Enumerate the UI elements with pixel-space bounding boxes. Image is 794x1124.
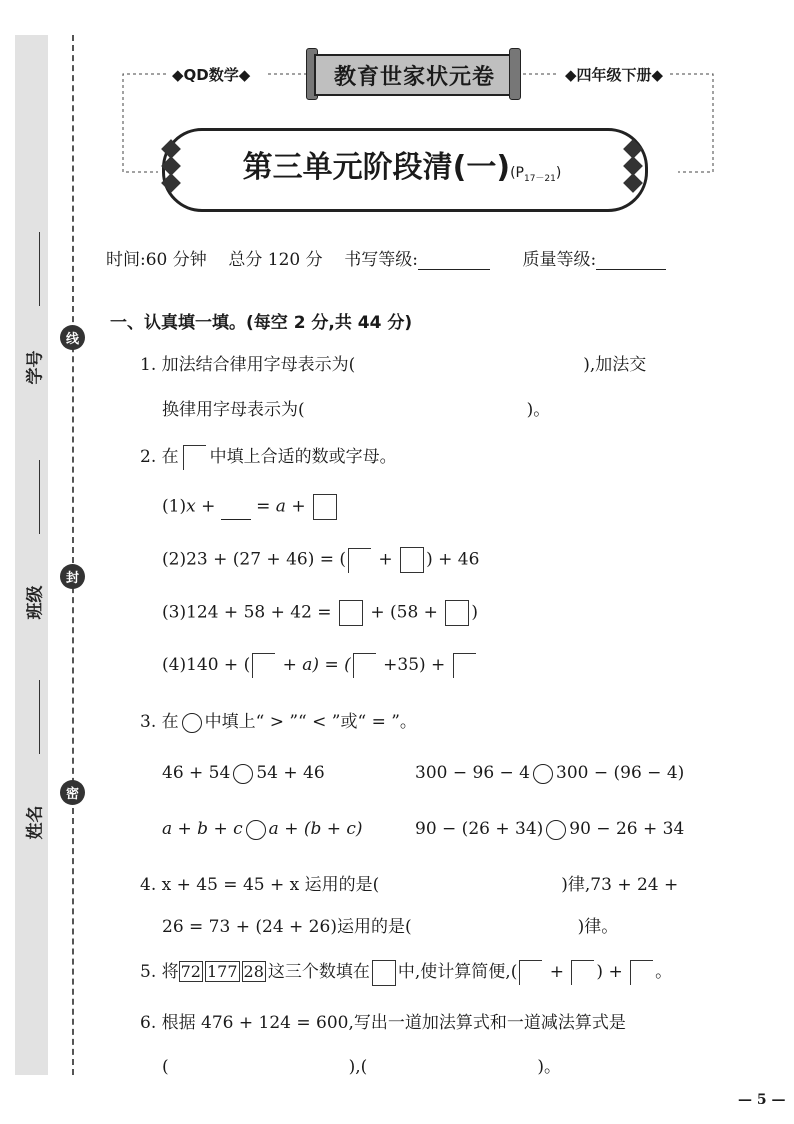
sample-circle — [182, 713, 202, 733]
compare-circle[interactable] — [233, 764, 253, 784]
answer-box[interactable] — [400, 547, 424, 573]
quality-grade-label: 质量等级: — [522, 250, 597, 270]
answer-box[interactable] — [353, 653, 376, 678]
binding-margin — [15, 35, 48, 1075]
seal-circle-feng: 封 — [60, 564, 85, 589]
question-3-intro: 3. 在 中填上“ > ”“ < ”或“ = ”。 — [140, 712, 417, 732]
question-5: 5. 将 72 177 28 这三个数填在 中,使计算简便,( + ) + 。 — [140, 957, 672, 986]
question-6-line-2: ( ),( )。 — [162, 1057, 561, 1077]
seal-circle-mi: 密 — [60, 780, 85, 805]
answer-box[interactable] — [519, 960, 542, 985]
student-id-label: 学号 — [25, 350, 46, 385]
compare-circle[interactable] — [546, 820, 566, 840]
student-id-line — [39, 232, 40, 306]
answer-box[interactable] — [348, 548, 371, 573]
question-2-part-1: (1)x + = a + — [162, 494, 339, 520]
total-score: 总分 120 分 — [228, 250, 323, 270]
time-limit: 时间:60 分钟 — [106, 250, 207, 270]
answer-box[interactable] — [313, 494, 337, 520]
compare-row-2a: a + b + c a + (b + c) — [162, 819, 363, 839]
class-line — [39, 460, 40, 534]
answer-box[interactable] — [453, 653, 476, 678]
question-1-line-2: 换律用字母表示为( )。 — [162, 400, 551, 420]
answer-box[interactable] — [339, 600, 363, 626]
name-line — [39, 680, 40, 754]
number-card: 28 — [243, 962, 264, 981]
sample-box — [183, 445, 206, 470]
answer-box[interactable] — [221, 501, 251, 520]
question-2-part-4: (4)140 + ( + a) = ( +35) + — [162, 653, 478, 678]
grade-tag: ◆四年级下册◆ — [565, 66, 664, 84]
question-2-part-2: (2)23 + (27 + 46) = ( + ) + 46 — [162, 547, 479, 573]
series-title: 教育世家状元卷 — [314, 54, 515, 96]
question-1-line-1: 1. 加法结合律用字母表示为( ),加法交 — [140, 355, 647, 375]
section-title: 一、认真填一填。(每空 2 分,共 44 分) — [110, 313, 413, 333]
scroll-right-icon — [509, 48, 521, 100]
compare-circle[interactable] — [246, 820, 266, 840]
compare-row-2b: 90 − (26 + 34) 90 − 26 + 34 — [415, 819, 685, 839]
question-2-part-3: (3)124 + 58 + 42 = + (58 + ) — [162, 600, 478, 626]
name-label: 姓名 — [25, 805, 46, 840]
number-card: 72 — [180, 962, 201, 981]
answer-box[interactable] — [571, 960, 594, 985]
answer-box[interactable] — [445, 600, 469, 626]
subject-tag: ◆QD数学◆ — [172, 66, 251, 84]
question-6-line-1: 6. 根据 476 + 124 = 600,写出一道加法算式和一道减法算式是 — [140, 1013, 626, 1033]
compare-row-1a: 46 + 54 54 + 46 — [162, 763, 325, 783]
question-2-intro: 2. 在 中填上合适的数或字母。 — [140, 442, 397, 470]
compare-circle[interactable] — [533, 764, 553, 784]
number-card: 177 — [206, 962, 238, 981]
exam-meta — [106, 245, 666, 270]
class-label: 班级 — [25, 585, 46, 620]
writing-grade-field[interactable] — [418, 251, 490, 270]
cut-line — [72, 35, 74, 1075]
seal-circle-xian: 线 — [60, 325, 85, 350]
question-4-line-1: 4. x + 45 = 45 + x 运用的是( )律,73 + 24 + — [140, 875, 679, 895]
question-4-line-2: 26 = 73 + (24 + 26)运用的是( )律。 — [162, 917, 619, 937]
answer-box[interactable] — [630, 960, 653, 985]
page-title: 第三单元阶段清(一)$(P_{17-21})$ — [242, 150, 562, 185]
quality-grade-field[interactable] — [596, 251, 666, 270]
sample-box — [372, 960, 396, 986]
series-banner — [306, 48, 521, 98]
answer-box[interactable] — [252, 653, 275, 678]
writing-grade-label: 书写等级: — [344, 250, 419, 270]
page-number: — 5 — — [738, 1092, 786, 1108]
compare-row-1b: 300 − 96 − 4 300 − (96 − 4) — [415, 763, 685, 783]
